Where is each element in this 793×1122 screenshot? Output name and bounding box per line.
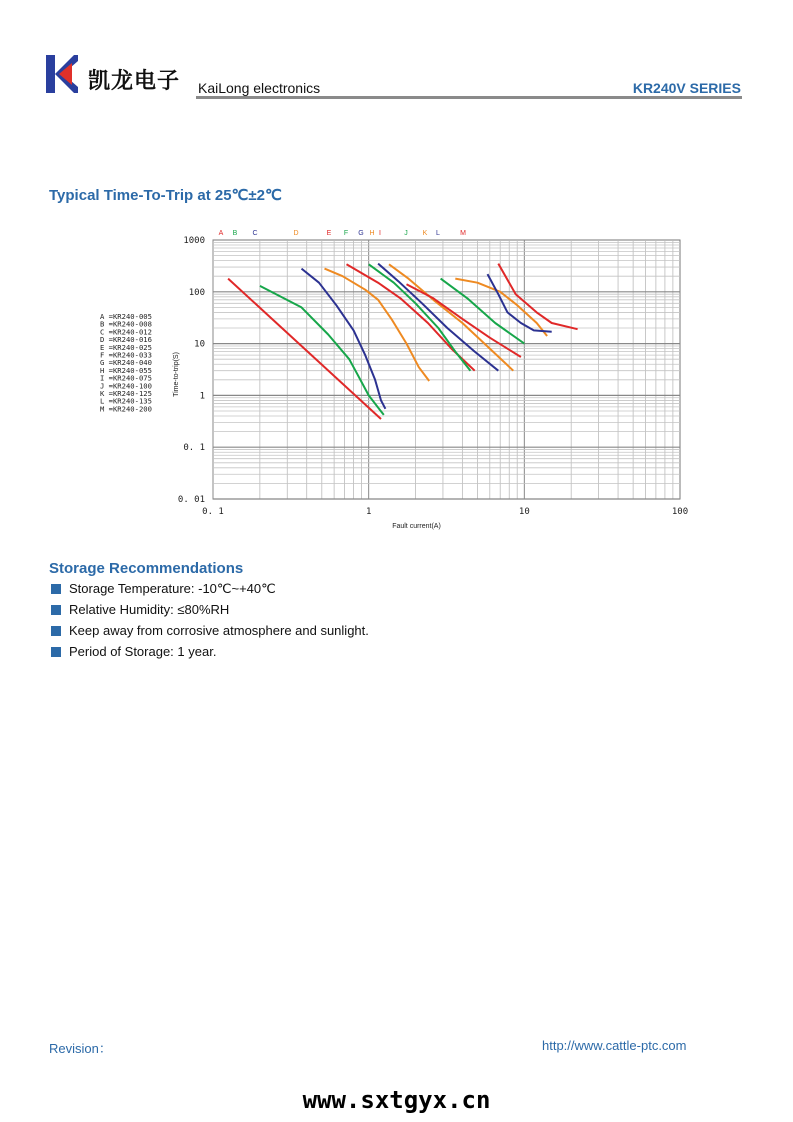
watermark-text: www.sxtgyx.cn: [302, 1086, 491, 1114]
x-tick-label: 10: [518, 507, 530, 517]
brand-chinese-name: 凯龙电子: [88, 68, 181, 94]
legend-entry: J =KR240-100: [100, 381, 152, 391]
storage-item: [49, 623, 369, 644]
x-tick-label: 100: [671, 507, 689, 517]
storage-item: [49, 644, 369, 665]
storage-item-text: Keep away from corrosive atmosphere and sunlight.: [69, 623, 369, 638]
legend-entry: G =KR240-040: [100, 358, 152, 368]
series-letter-a: A: [218, 230, 224, 237]
y-tick-label: 1: [199, 391, 205, 402]
website-url[interactable]: http://www.cattle-ptc.com: [542, 1038, 687, 1053]
series-letter-d: D: [293, 230, 299, 237]
series-letter-m: M: [460, 230, 466, 237]
brand-english-name: KaiLong electronics: [198, 80, 321, 96]
bullet-icon: [51, 647, 61, 657]
x-tick-label: 1: [365, 507, 372, 517]
storage-title: Storage Recommendations: [49, 560, 244, 577]
series-letter-f: F: [343, 230, 349, 237]
series-letter-j: J: [404, 230, 408, 237]
storage-item-text: Period of Storage: 1 year.: [69, 644, 217, 659]
series-letter-k: K: [422, 230, 428, 237]
legend-entry: H =KR240-055: [100, 365, 152, 375]
plot-area: [213, 240, 680, 499]
page-header: [0, 0, 793, 110]
legend-entry: K =KR240-125: [100, 389, 152, 398]
legend-entry: L =KR240-135: [100, 396, 152, 406]
y-tick-label: 0. 1: [183, 443, 205, 454]
time-to-trip-chart: [90, 225, 700, 530]
legend-entry: M =KR240-200: [100, 404, 152, 414]
legend-entry: B =KR240-008: [100, 319, 152, 329]
series-letter-i: I: [379, 230, 381, 237]
kailong-logo: [46, 55, 78, 93]
legend-entry: I =KR240-075: [100, 373, 152, 383]
legend-entry: A =KR240-005: [100, 312, 152, 321]
storage-item: [49, 581, 369, 602]
header-divider: [196, 96, 742, 99]
time-to-trip-title: Typical Time-To-Trip at 25℃±2℃: [49, 187, 282, 204]
series-letter-h: H: [369, 230, 375, 237]
x-axis-label: Fault current(A): [392, 523, 441, 530]
y-tick-label: 1000: [183, 236, 205, 246]
bullet-icon: [51, 605, 61, 615]
legend-entry: C =KR240-012: [100, 327, 152, 337]
series-letter-c: C: [252, 230, 258, 237]
storage-item-text: Storage Temperature: -10℃~+40℃: [69, 581, 276, 596]
series-letter-e: E: [326, 230, 332, 237]
series-letter-l: L: [436, 230, 440, 237]
legend-entry: E =KR240-025: [100, 342, 152, 352]
y-tick-label: 100: [188, 287, 205, 298]
x-tick-label: 0. 1: [202, 507, 224, 517]
series-name: KR240V SERIES: [632, 80, 741, 96]
series-letter-g: G: [358, 230, 364, 237]
storage-list: [49, 581, 369, 665]
bullet-icon: [51, 626, 61, 636]
bullet-icon: [51, 584, 61, 594]
y-tick-label: 10: [194, 339, 205, 350]
y-axis-label: Time-to-trip(S): [173, 352, 180, 397]
series-letter-b: B: [232, 230, 238, 237]
y-tick-label: 0. 01: [177, 495, 205, 505]
legend-entry: D =KR240-016: [100, 335, 152, 345]
legend-entry: F =KR240-033: [100, 350, 152, 360]
revision-label: Revision：: [49, 1041, 112, 1056]
storage-item-text: Relative Humidity: ≤80%RH: [69, 602, 230, 617]
storage-item: [49, 602, 369, 623]
